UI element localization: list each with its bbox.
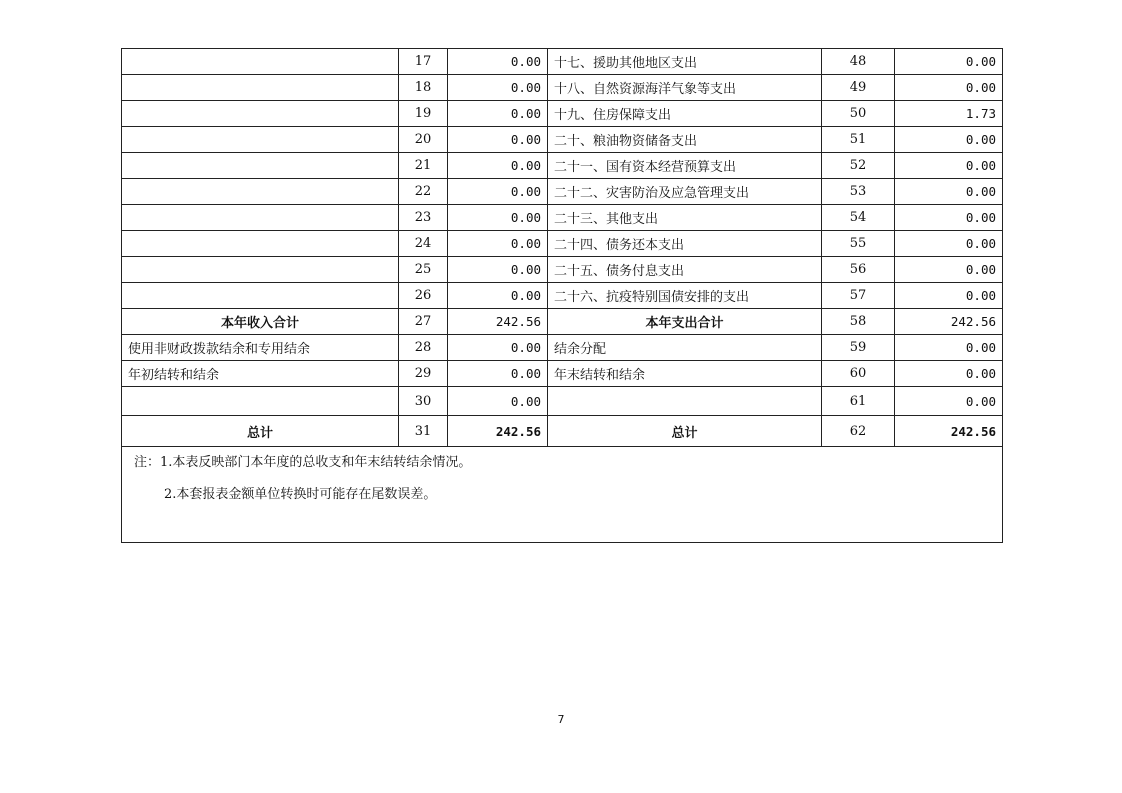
income-line-cell: 17: [399, 49, 448, 75]
grand-total-row: [122, 416, 1003, 447]
notes-cell: [122, 447, 1003, 543]
table-body: [122, 49, 1003, 543]
expense-amount-cell: 1.73: [895, 101, 1003, 127]
expense-item-cell: 二十四、债务还本支出: [548, 231, 822, 257]
expense-amount-cell: 0.00: [895, 75, 1003, 101]
expense-line-cell: 55: [822, 231, 895, 257]
expense-line-cell: 61: [822, 387, 895, 416]
expense-amount-cell: 0.00: [895, 179, 1003, 205]
income-total-amount: 242.56: [448, 416, 548, 447]
expense-line-cell: 53: [822, 179, 895, 205]
income-item-cell: [122, 387, 399, 416]
income-line-cell: 27: [399, 309, 448, 335]
income-amount-cell: 0.00: [448, 127, 548, 153]
table-row: [122, 179, 1003, 205]
income-amount-cell: 0.00: [448, 75, 548, 101]
income-item-cell: [122, 101, 399, 127]
income-item-cell: [122, 205, 399, 231]
expense-amount-cell: 0.00: [895, 49, 1003, 75]
table-row: [122, 387, 1003, 416]
expense-line-cell: 52: [822, 153, 895, 179]
expense-amount-cell: 0.00: [895, 387, 1003, 416]
expense-item-cell: 二十、粮油物资储备支出: [548, 127, 822, 153]
expense-item-cell: 二十五、债务付息支出: [548, 257, 822, 283]
income-line-cell: 19: [399, 101, 448, 127]
expense-total-amount: 242.56: [895, 416, 1003, 447]
income-line-cell: 22: [399, 179, 448, 205]
income-item-cell: [122, 49, 399, 75]
expense-total-label: 总计: [548, 416, 822, 447]
income-amount-cell: 0.00: [448, 387, 548, 416]
income-item-cell: [122, 283, 399, 309]
income-amount-cell: 0.00: [448, 205, 548, 231]
expense-line-cell: 54: [822, 205, 895, 231]
expense-line-cell: 48: [822, 49, 895, 75]
income-amount-cell: 0.00: [448, 231, 548, 257]
expense-line-cell: 60: [822, 361, 895, 387]
income-amount-cell: 0.00: [448, 283, 548, 309]
expense-line-cell: 50: [822, 101, 895, 127]
expense-line-cell: 59: [822, 335, 895, 361]
expense-amount-cell: 0.00: [895, 257, 1003, 283]
expense-line-cell: 56: [822, 257, 895, 283]
income-amount-cell: 0.00: [448, 335, 548, 361]
income-item-cell: [122, 153, 399, 179]
page-number: 7: [557, 713, 565, 726]
income-item-cell: [122, 75, 399, 101]
budget-summary-table: [121, 48, 1003, 543]
expense-line-cell: 49: [822, 75, 895, 101]
table-row: [122, 153, 1003, 179]
expense-line-cell: 57: [822, 283, 895, 309]
income-amount-cell: 0.00: [448, 361, 548, 387]
subtotal-row: [122, 309, 1003, 335]
expense-item-cell: 二十三、其他支出: [548, 205, 822, 231]
income-item-cell: [122, 231, 399, 257]
income-line-cell: 18: [399, 75, 448, 101]
income-item-cell: 使用非财政拨款结余和专用结余: [122, 335, 399, 361]
income-amount-cell: 0.00: [448, 49, 548, 75]
expense-amount-cell: 0.00: [895, 127, 1003, 153]
income-item-cell: 年初结转和结余: [122, 361, 399, 387]
expense-amount-cell: 0.00: [895, 283, 1003, 309]
table-row: [122, 127, 1003, 153]
income-amount-cell: 0.00: [448, 153, 548, 179]
income-line-cell: 25: [399, 257, 448, 283]
table-row: [122, 49, 1003, 75]
note-2: 2.本套报表金额单位转换时可能存在尾数误差。: [164, 487, 437, 502]
table-row: [122, 257, 1003, 283]
income-line-cell: 29: [399, 361, 448, 387]
table-row: [122, 361, 1003, 387]
expense-amount-cell: 0.00: [895, 335, 1003, 361]
expense-item-cell: 十九、住房保障支出: [548, 101, 822, 127]
income-line-cell: 20: [399, 127, 448, 153]
expense-item-cell: 二十六、抗疫特别国债安排的支出: [548, 283, 822, 309]
expense-total-line: 62: [822, 416, 895, 447]
expense-amount-cell: 0.00: [895, 361, 1003, 387]
income-amount-cell: 0.00: [448, 179, 548, 205]
table-row: [122, 205, 1003, 231]
income-line-cell: 30: [399, 387, 448, 416]
expense-item-cell: 十八、自然资源海洋气象等支出: [548, 75, 822, 101]
income-item-cell: [122, 179, 399, 205]
expense-item-cell: 本年支出合计: [548, 309, 822, 335]
expense-item-cell: 年末结转和结余: [548, 361, 822, 387]
income-item-cell: [122, 127, 399, 153]
table-row: [122, 283, 1003, 309]
table-row: [122, 101, 1003, 127]
expense-line-cell: 51: [822, 127, 895, 153]
expense-item-cell: 二十一、国有资本经营预算支出: [548, 153, 822, 179]
expense-amount-cell: 0.00: [895, 153, 1003, 179]
table-row: [122, 231, 1003, 257]
expense-amount-cell: 242.56: [895, 309, 1003, 335]
income-total-label: 总计: [122, 416, 399, 447]
income-line-cell: 21: [399, 153, 448, 179]
expense-item-cell: 十七、援助其他地区支出: [548, 49, 822, 75]
expense-item-cell: 二十二、灾害防治及应急管理支出: [548, 179, 822, 205]
expense-amount-cell: 0.00: [895, 205, 1003, 231]
expense-item-cell: [548, 387, 822, 416]
income-amount-cell: 0.00: [448, 101, 548, 127]
income-amount-cell: 242.56: [448, 309, 548, 335]
income-line-cell: 24: [399, 231, 448, 257]
income-line-cell: 28: [399, 335, 448, 361]
note-1: 注：1.本表反映部门本年度的总收支和年末结转结余情况。: [134, 455, 472, 470]
table-row: [122, 335, 1003, 361]
expense-line-cell: 58: [822, 309, 895, 335]
income-line-cell: 23: [399, 205, 448, 231]
income-item-cell: 本年收入合计: [122, 309, 399, 335]
income-amount-cell: 0.00: [448, 257, 548, 283]
table-row: [122, 75, 1003, 101]
income-total-line: 31: [399, 416, 448, 447]
income-line-cell: 26: [399, 283, 448, 309]
notes-row: [122, 447, 1003, 543]
expense-item-cell: 结余分配: [548, 335, 822, 361]
income-item-cell: [122, 257, 399, 283]
expense-amount-cell: 0.00: [895, 231, 1003, 257]
